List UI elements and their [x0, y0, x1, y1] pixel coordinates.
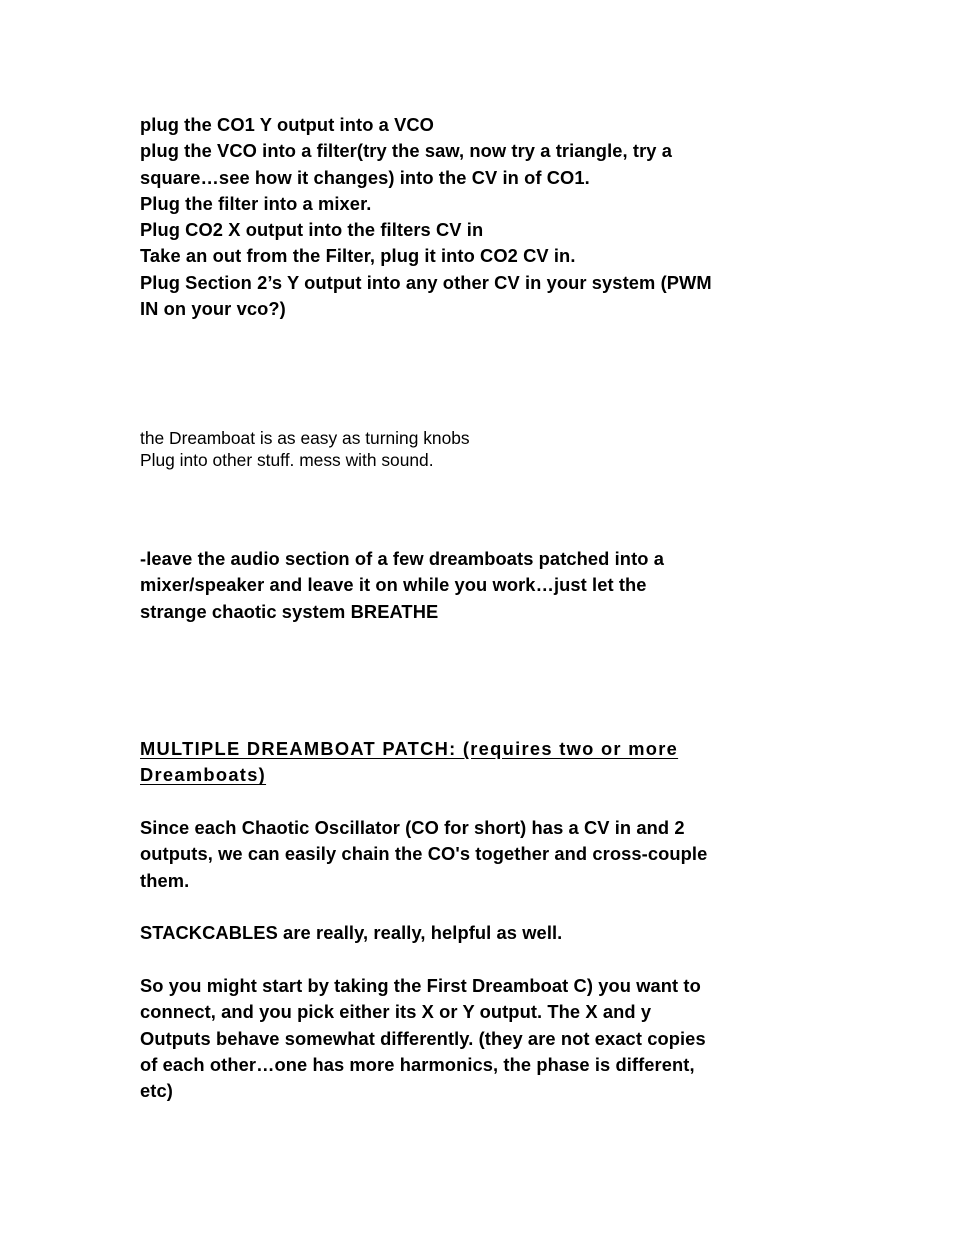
text-line: strange chaotic system BREATHE [140, 600, 439, 622]
text-line: plug the VCO into a filter(try the saw, now try a triangle, try a [140, 140, 672, 162]
text-line: STACKCABLES are really, really, helpful as well. [140, 922, 563, 943]
breathe-note-paragraph [140, 546, 830, 625]
text-line: Take an out from the Filter, plug it into CO2 CV in. [140, 245, 576, 267]
chaotic-oscillator-paragraph [140, 815, 830, 894]
text-line: square…see how it changes) into the CV in of CO1. [140, 166, 590, 188]
heading-line: Dreamboats) [140, 764, 267, 786]
heading-line: MULTIPLE DREAMBOAT PATCH: (requires two or more [140, 738, 679, 759]
text-line: the Dreamboat is as easy as turning knobs [140, 428, 470, 448]
patch-steps-paragraph [140, 112, 830, 322]
text-line: Plug into other stuff. mess with sound. [140, 450, 434, 470]
text-line: of each other…one has more harmonics, the phase is different, [140, 1053, 695, 1075]
stackcables-paragraph [140, 920, 830, 946]
text-line: -leave the audio section of a few dreamboats patched into a [140, 548, 664, 569]
text-line: outputs, we can easily chain the CO's together and cross-couple [140, 843, 708, 865]
start-paragraph [140, 973, 830, 1104]
text-line: Outputs behave somewhat differently. (they are not exact copies [140, 1027, 706, 1049]
text-line: So you might start by taking the First Dreamboat C) you want to [140, 975, 701, 996]
multiple-dreamboat-heading [140, 736, 830, 789]
text-line: connect, and you pick either its X or Y output. The X and y [140, 1001, 652, 1023]
text-line: Plug Section 2’s Y output into any other CV in your system (PWM [140, 271, 712, 293]
text-line: them. [140, 869, 190, 891]
easy-note-paragraph [140, 427, 830, 471]
text-line: IN on your vco?) [140, 298, 286, 320]
text-line: Plug the filter into a mixer. [140, 192, 372, 214]
text-line: plug the CO1 Y output into a VCO [140, 114, 435, 135]
text-line: Since each Chaotic Oscillator (CO for short) has a CV in and 2 [140, 817, 685, 838]
text-line: Plug CO2 X output into the filters CV in [140, 219, 484, 241]
text-line: mixer/speaker and leave it on while you work…just let the [140, 574, 647, 596]
text-line: etc) [140, 1080, 173, 1102]
